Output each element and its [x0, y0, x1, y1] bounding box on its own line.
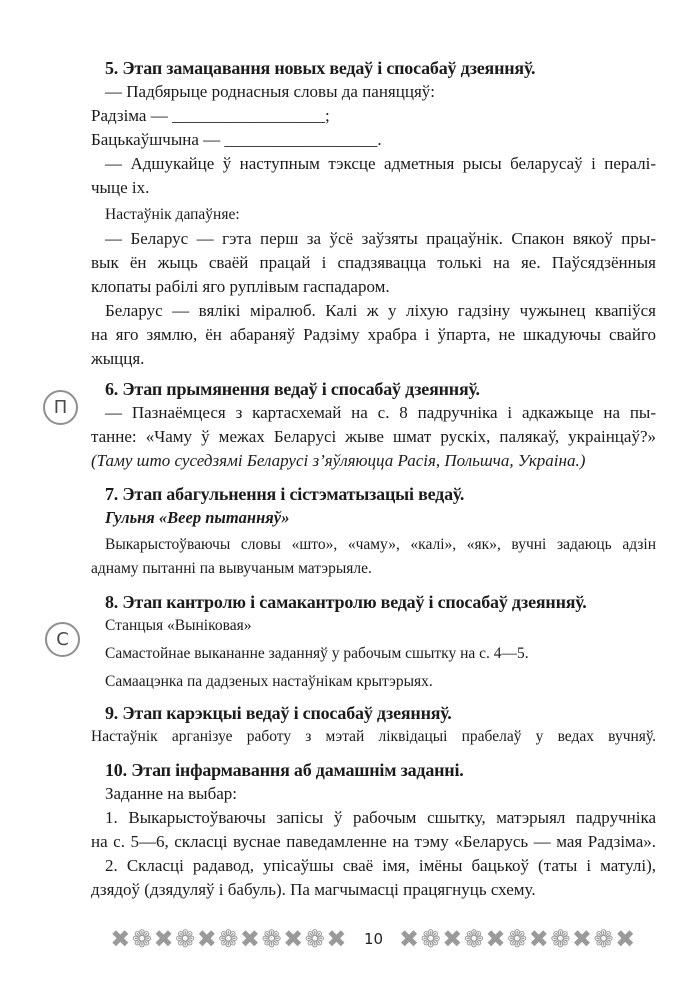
- marker-s-label: С: [56, 629, 69, 650]
- teacher-note-line: Настаўнік дапаўняе:: [105, 206, 240, 223]
- text-line: на с. 5—6, скласці вуснае паведамленне на тэму «Беларусь — мая Радзіма».: [91, 832, 656, 851]
- section-10-heading: 10. Этап інфармавання аб дамашнім заданні.: [105, 760, 464, 780]
- content-column: [91, 56, 656, 902]
- text-line: Беларус — вялікі міралюб. Калі ж у ліхую гадзіну чужынец квапіўся: [105, 301, 656, 320]
- fill-in-blank-line: Бацькаўшчына — __________________.: [91, 130, 382, 149]
- text-line: Выкарыстоўваючы словы «што», «чаму», «калі», «як», вучні задаюць адзін: [105, 536, 656, 553]
- text-line: дзядоў (дзядуляў і бабуль). Па магчымасці працягнуць схему.: [91, 880, 536, 899]
- text-line: Настаўнік арганізуе работу з мэтай ліквідацыі прабелаў у ведах вучняў.: [91, 728, 656, 745]
- station-line: Станцыя «Выніковая»: [105, 617, 252, 634]
- text-line: клопаты рабілі яго руплівым гаспадаром.: [91, 277, 390, 296]
- text-line: аднаму пытанні па вывучаным матэрыяле.: [91, 560, 372, 577]
- text-line: жыцця.: [91, 349, 145, 368]
- section-6-heading: 6. Этап прымянення ведаў і спосабаў дзеянняў.: [105, 379, 480, 399]
- text-line: чыце іх.: [91, 178, 150, 197]
- text-line: Самаацэнка па дадзеных настаўнікам крытэрыях.: [105, 673, 433, 690]
- section-7-heading: 7. Этап абагульнення і сістэматызацыі ведаў.: [105, 484, 465, 504]
- game-title-line: Гульня «Веер пытанняў»: [105, 508, 290, 527]
- section-9-heading: 9. Этап карэкцыі ведаў і спосабаў дзеянняў.: [105, 703, 452, 723]
- text-line: 1. Выкарыстоўваючы запісы ў рабочым сшытку, матэрыял падручніка: [105, 808, 656, 827]
- text-line: танне: «Чаму ў межах Беларусі жыве шмат рускіх, палякаў, украінцаў?»: [91, 427, 656, 446]
- ornament-band-left-icon: ✖❁✖❁✖❁✖❁✖❁✖: [110, 925, 348, 953]
- fill-in-blank-line: Радзіма — __________________;: [91, 106, 330, 125]
- section-8-heading: 8. Этап кантролю і самакантролю ведаў і спосабаў дзеянняў.: [105, 592, 587, 612]
- page-number: 10: [363, 930, 384, 948]
- margin-marker-s-circle: [45, 622, 80, 657]
- marker-p-label: П: [53, 397, 68, 418]
- text-line: 2. Скласці радавод, упісаўшы сваё імя, імёны бацькоў (таты і матулі),: [105, 856, 656, 875]
- ornament-band-right-icon: ✖❁✖❁✖❁✖❁✖❁✖: [399, 925, 637, 953]
- text-line: — Падбярыце роднасныя словы да паняццяў:: [105, 82, 435, 101]
- text-line: на яго зямлю, ён абараняў Радзіму храбра і ўпарта, не шкадуючы свайго: [91, 325, 656, 344]
- text-line: вык ён жыць сваёй працай і спадзявацца толькі на яе. Паўсядзённыя: [91, 253, 656, 272]
- section-5-heading: 5. Этап замацавання новых ведаў і спосабаў дзеянняў.: [105, 58, 536, 78]
- answer-line: (Таму што суседзямі Беларусі з’яўляюцца Расія, Польшча, Украіна.): [91, 451, 586, 470]
- text-line: Заданне на выбар:: [105, 784, 238, 803]
- text-line: — Беларус — гэта перш за ўсё заўзяты працаўнік. Спакон вякоў пры-: [105, 229, 656, 248]
- text-line: — Пазнаёмцеся з картасхемай на с. 8 падручніка і адкажыце на пы-: [105, 403, 656, 422]
- page-footer: [91, 919, 656, 959]
- margin-marker-p-circle: [43, 390, 78, 425]
- text-line: — Адшукайце ў наступным тэксце адметныя рысы беларусаў і пералі-: [105, 154, 656, 173]
- text-line: Самастойнае выкананне заданняў у рабочым сшытку на с. 4—5.: [105, 645, 529, 662]
